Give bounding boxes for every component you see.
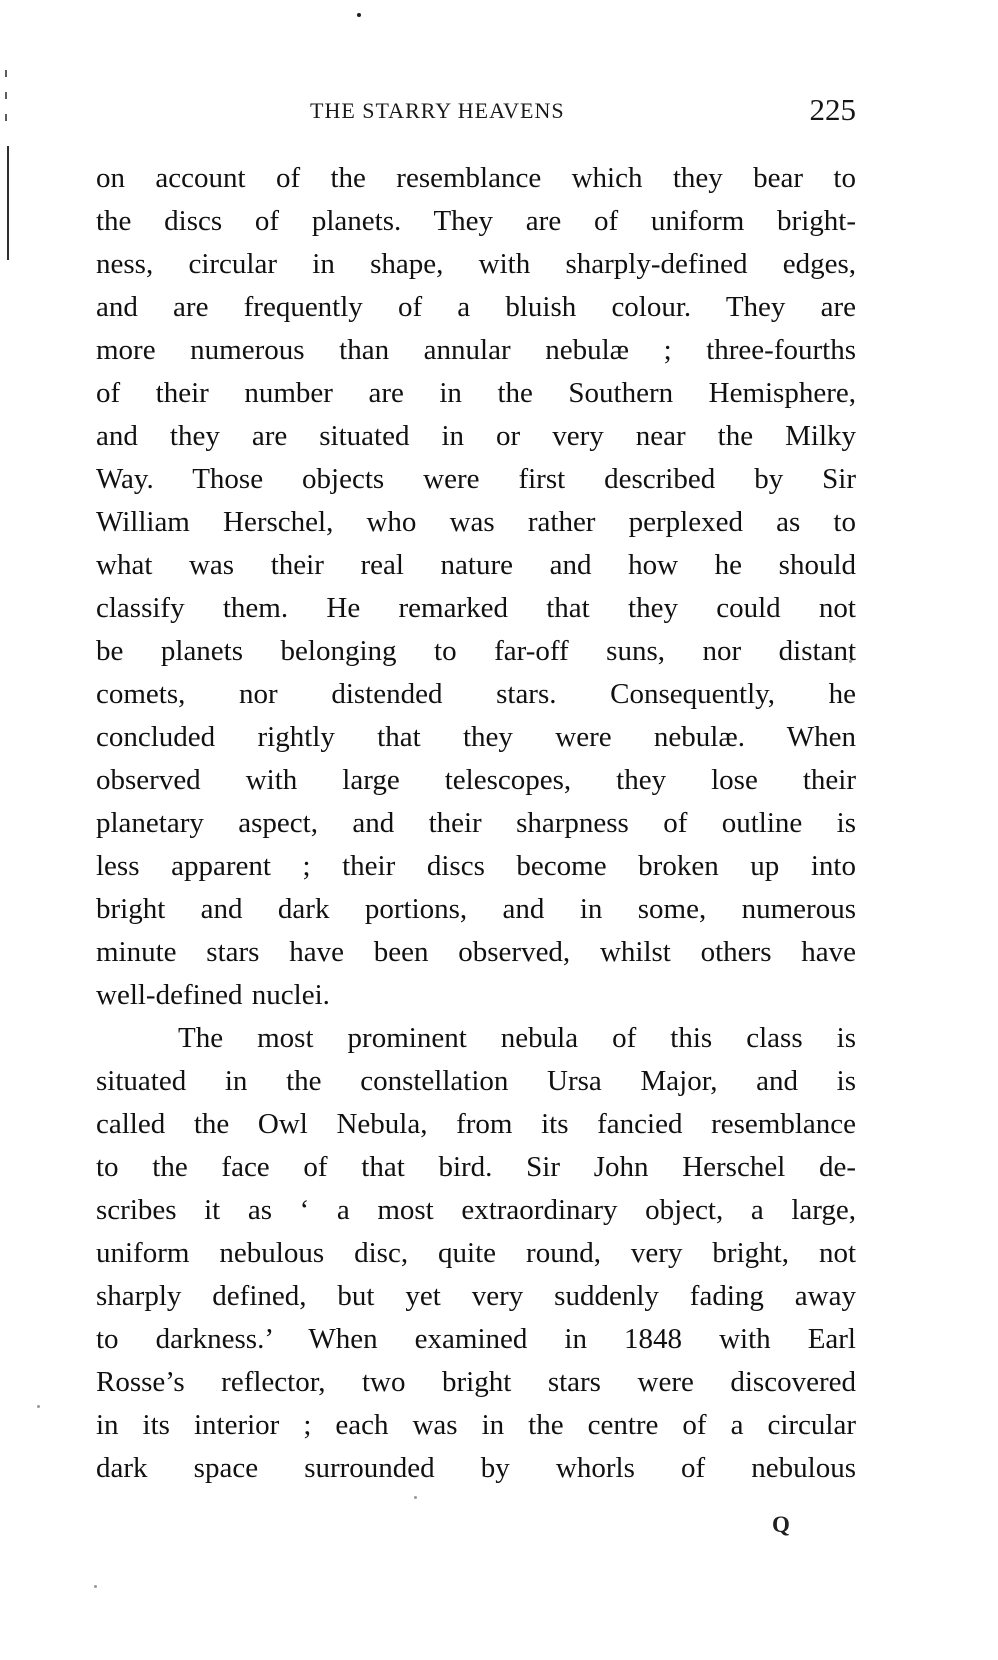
text-line: to the face of that bird. Sir John Herschel de- (96, 1151, 856, 1183)
text-line: situated in the constellation Ursa Major, and is (96, 1065, 856, 1097)
scan-speck (414, 1496, 417, 1499)
text-line: minute stars have been observed, whilst others have (96, 936, 856, 968)
page-header (300, 92, 856, 132)
text-line: observed with large telescopes, they lose their (96, 764, 856, 796)
text-line: comets, nor distended stars. Consequently, he (96, 678, 856, 710)
text-line: William Herschel, who was rather perplexed as to (96, 506, 856, 538)
text-line: less apparent ; their discs become broken up into (96, 850, 856, 882)
text-line: what was their real nature and how he should (96, 549, 856, 581)
text-line: ness, circular in shape, with sharply-defined edges, (96, 248, 856, 280)
text-line: Way. Those objects were first described by Sir (96, 463, 856, 495)
text-line: planetary aspect, and their sharpness of outline is (96, 807, 856, 839)
text-line: and they are situated in or very near the Milky (96, 420, 856, 452)
text-line: dark space surrounded by whorls of nebulous (96, 1452, 856, 1484)
text-line: classify them. He remarked that they could not (96, 592, 856, 624)
text-line: called the Owl Nebula, from its fancied resemblance (96, 1108, 856, 1140)
text-line: on account of the resemblance which they bear to (96, 162, 856, 194)
text-line: Rosse’s reflector, two bright stars were discovered (96, 1366, 856, 1398)
text-line: to darkness.’ When examined in 1848 with Earl (96, 1323, 856, 1355)
text-line: scribes it as ‘ a most extraordinary object, a large, (96, 1194, 856, 1226)
scan-speck (357, 13, 361, 17)
text-line: bright and dark portions, and in some, numerous (96, 893, 856, 925)
text-line: concluded rightly that they were nebulæ. When (96, 721, 856, 753)
text-line: The most prominent nebula of this class is (178, 1022, 856, 1054)
paragraph (96, 1017, 856, 1490)
text-line: the discs of planets. They are of uniform bright- (96, 205, 856, 237)
running-title: THE STARRY HEAVENS (310, 98, 565, 123)
text-line: sharply defined, but yet very suddenly fading away (96, 1280, 856, 1312)
text-line: in its interior ; each was in the centre of a circular (96, 1409, 856, 1441)
text-line: well-defined nuclei. (96, 979, 330, 1011)
text-line: more numerous than annular nebulæ ; three-fourths (96, 334, 856, 366)
body-text (96, 157, 856, 1490)
scan-speck (94, 1585, 97, 1588)
text-line: and are frequently of a bluish colour. They are (96, 291, 856, 323)
scan-speck (37, 1405, 40, 1408)
text-line: be planets belonging to far-off suns, nor distant (96, 635, 856, 667)
text-line: uniform nebulous disc, quite round, very bright, not (96, 1237, 856, 1269)
signature-mark: Q (772, 1512, 790, 1537)
page-number: 225 (809, 92, 856, 127)
paragraph (96, 157, 856, 1017)
scan-edge-marks (5, 70, 13, 260)
text-line: of their number are in the Southern Hemisphere, (96, 377, 856, 409)
